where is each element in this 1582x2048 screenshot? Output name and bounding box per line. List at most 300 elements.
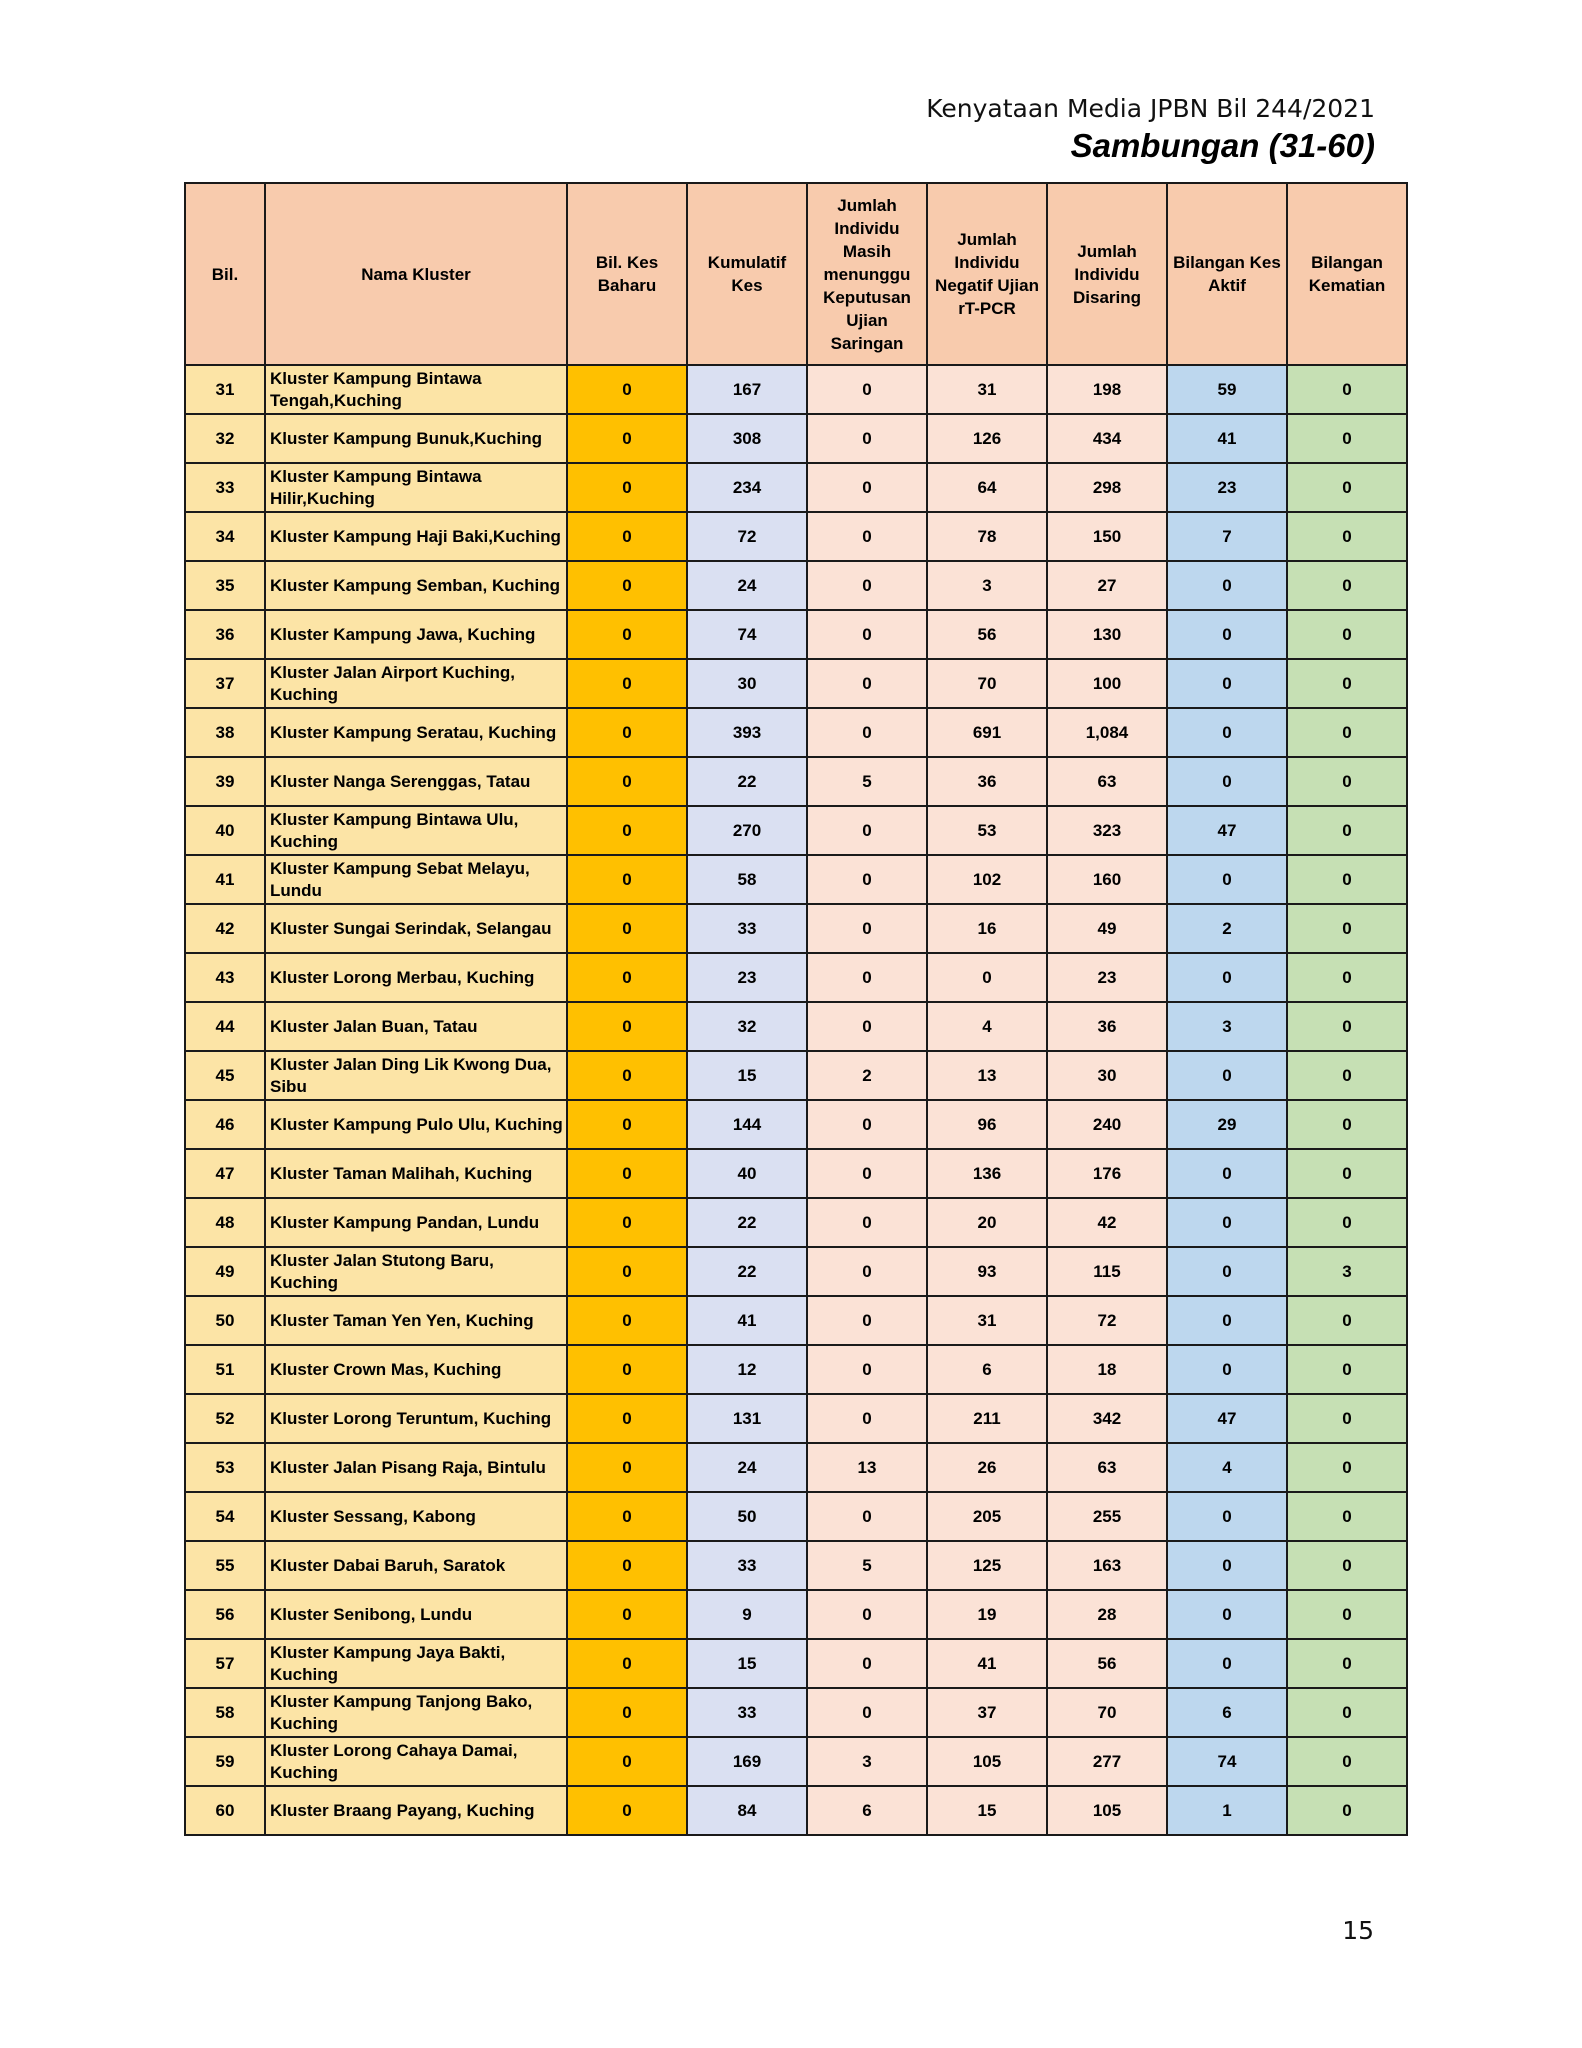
cell-menunggu-keputusan: 0 — [807, 1198, 927, 1247]
cell-bil: 47 — [185, 1149, 265, 1198]
cell-kumulatif-kes: 167 — [687, 365, 807, 414]
cell-kumulatif-kes: 33 — [687, 1541, 807, 1590]
cell-individu-disaring: 63 — [1047, 1443, 1167, 1492]
cell-kes-baharu: 0 — [567, 1590, 687, 1639]
cell-kematian: 0 — [1287, 659, 1407, 708]
cell-kes-aktif: 3 — [1167, 1002, 1287, 1051]
cell-kes-baharu: 0 — [567, 1688, 687, 1737]
cell-cluster-name: Kluster Lorong Merbau, Kuching — [265, 953, 567, 1002]
cell-negatif-rtpcr: 20 — [927, 1198, 1047, 1247]
cell-kematian: 0 — [1287, 561, 1407, 610]
cell-bil: 53 — [185, 1443, 265, 1492]
cell-cluster-name: Kluster Jalan Buan, Tatau — [265, 1002, 567, 1051]
cell-negatif-rtpcr: 26 — [927, 1443, 1047, 1492]
cell-individu-disaring: 70 — [1047, 1688, 1167, 1737]
table-row — [185, 1296, 1407, 1345]
cell-kematian: 0 — [1287, 1394, 1407, 1443]
cell-bil: 50 — [185, 1296, 265, 1345]
cell-kes-baharu: 0 — [567, 1737, 687, 1786]
cell-kes-aktif: 2 — [1167, 904, 1287, 953]
cell-menunggu-keputusan: 0 — [807, 1688, 927, 1737]
cell-kes-aktif: 0 — [1167, 1492, 1287, 1541]
cell-cluster-name: Kluster Kampung Semban, Kuching — [265, 561, 567, 610]
cell-individu-disaring: 115 — [1047, 1247, 1167, 1296]
cell-kes-baharu: 0 — [567, 708, 687, 757]
cell-kumulatif-kes: 32 — [687, 1002, 807, 1051]
cell-kes-aktif: 7 — [1167, 512, 1287, 561]
cell-negatif-rtpcr: 78 — [927, 512, 1047, 561]
cell-menunggu-keputusan: 0 — [807, 953, 927, 1002]
cell-cluster-name: Kluster Sessang, Kabong — [265, 1492, 567, 1541]
cell-kes-aktif: 0 — [1167, 708, 1287, 757]
cell-kes-baharu: 0 — [567, 1051, 687, 1100]
cell-kematian: 0 — [1287, 1590, 1407, 1639]
cell-kes-baharu: 0 — [567, 953, 687, 1002]
cell-bil: 40 — [185, 806, 265, 855]
cell-menunggu-keputusan: 0 — [807, 463, 927, 512]
cell-bil: 39 — [185, 757, 265, 806]
cell-individu-disaring: 49 — [1047, 904, 1167, 953]
cell-cluster-name: Kluster Lorong Teruntum, Kuching — [265, 1394, 567, 1443]
cell-kematian: 0 — [1287, 1296, 1407, 1345]
cell-bil: 52 — [185, 1394, 265, 1443]
cell-negatif-rtpcr: 64 — [927, 463, 1047, 512]
cell-cluster-name: Kluster Jalan Ding Lik Kwong Dua, Sibu — [265, 1051, 567, 1100]
cell-kematian: 0 — [1287, 1100, 1407, 1149]
cell-kes-aktif: 0 — [1167, 855, 1287, 904]
cell-kes-aktif: 0 — [1167, 1296, 1287, 1345]
cell-kematian: 0 — [1287, 757, 1407, 806]
cell-kes-aktif: 6 — [1167, 1688, 1287, 1737]
table-header-row — [185, 183, 1407, 365]
cell-bil: 41 — [185, 855, 265, 904]
table-row — [185, 1198, 1407, 1247]
table-row — [185, 757, 1407, 806]
cell-kumulatif-kes: 131 — [687, 1394, 807, 1443]
cell-cluster-name: Kluster Braang Payang, Kuching — [265, 1786, 567, 1835]
cell-cluster-name: Kluster Jalan Pisang Raja, Bintulu — [265, 1443, 567, 1492]
table-row — [185, 1051, 1407, 1100]
cell-kumulatif-kes: 41 — [687, 1296, 807, 1345]
cell-kes-aktif: 47 — [1167, 1394, 1287, 1443]
cell-kumulatif-kes: 308 — [687, 414, 807, 463]
cell-negatif-rtpcr: 93 — [927, 1247, 1047, 1296]
cell-kumulatif-kes: 15 — [687, 1051, 807, 1100]
cell-cluster-name: Kluster Nanga Serenggas, Tatau — [265, 757, 567, 806]
cell-individu-disaring: 105 — [1047, 1786, 1167, 1835]
cell-individu-disaring: 36 — [1047, 1002, 1167, 1051]
cell-menunggu-keputusan: 0 — [807, 1345, 927, 1394]
table-row — [185, 1100, 1407, 1149]
column-header-negatif-rtpcr: Jumlah Individu Negatif Ujian rT-PCR — [927, 183, 1047, 365]
cell-menunggu-keputusan: 0 — [807, 806, 927, 855]
cell-cluster-name: Kluster Crown Mas, Kuching — [265, 1345, 567, 1394]
table-row — [185, 365, 1407, 414]
cell-cluster-name: Kluster Jalan Stutong Baru, Kuching — [265, 1247, 567, 1296]
cell-negatif-rtpcr: 211 — [927, 1394, 1047, 1443]
cell-bil: 35 — [185, 561, 265, 610]
cell-kumulatif-kes: 24 — [687, 561, 807, 610]
cell-negatif-rtpcr: 70 — [927, 659, 1047, 708]
document-reference: Kenyataan Media JPBN Bil 244/2021 — [926, 94, 1375, 123]
cell-menunggu-keputusan: 0 — [807, 610, 927, 659]
cell-kes-aktif: 47 — [1167, 806, 1287, 855]
cell-kes-aktif: 4 — [1167, 1443, 1287, 1492]
cell-individu-disaring: 176 — [1047, 1149, 1167, 1198]
cell-menunggu-keputusan: 0 — [807, 414, 927, 463]
cell-cluster-name: Kluster Dabai Baruh, Saratok — [265, 1541, 567, 1590]
table-row — [185, 1688, 1407, 1737]
cell-bil: 54 — [185, 1492, 265, 1541]
cell-negatif-rtpcr: 13 — [927, 1051, 1047, 1100]
cell-kematian: 0 — [1287, 1345, 1407, 1394]
document-subtitle: Sambungan (31-60) — [1070, 127, 1375, 164]
cell-kes-aktif: 0 — [1167, 953, 1287, 1002]
cell-cluster-name: Kluster Kampung Bunuk,Kuching — [265, 414, 567, 463]
cell-kes-baharu: 0 — [567, 1541, 687, 1590]
cell-kes-aktif: 0 — [1167, 1639, 1287, 1688]
cell-kumulatif-kes: 30 — [687, 659, 807, 708]
cell-kematian: 0 — [1287, 1688, 1407, 1737]
cell-negatif-rtpcr: 102 — [927, 855, 1047, 904]
cell-individu-disaring: 18 — [1047, 1345, 1167, 1394]
cell-bil: 46 — [185, 1100, 265, 1149]
column-header-kumulatif-kes: Kumulatif Kes — [687, 183, 807, 365]
cell-individu-disaring: 23 — [1047, 953, 1167, 1002]
cell-negatif-rtpcr: 125 — [927, 1541, 1047, 1590]
cell-menunggu-keputusan: 13 — [807, 1443, 927, 1492]
cell-bil: 38 — [185, 708, 265, 757]
cell-cluster-name: Kluster Taman Malihah, Kuching — [265, 1149, 567, 1198]
cell-kes-baharu: 0 — [567, 512, 687, 561]
cell-negatif-rtpcr: 19 — [927, 1590, 1047, 1639]
cell-individu-disaring: 42 — [1047, 1198, 1167, 1247]
cell-bil: 32 — [185, 414, 265, 463]
cell-kematian: 0 — [1287, 1198, 1407, 1247]
table-row — [185, 414, 1407, 463]
cell-negatif-rtpcr: 31 — [927, 1296, 1047, 1345]
cell-individu-disaring: 130 — [1047, 610, 1167, 659]
cell-negatif-rtpcr: 96 — [927, 1100, 1047, 1149]
cell-bil: 55 — [185, 1541, 265, 1590]
cell-kes-aktif: 0 — [1167, 1590, 1287, 1639]
column-header-menunggu-keputusan: Jumlah Individu Masih menunggu Keputusan Ujian Saringan — [807, 183, 927, 365]
cell-kumulatif-kes: 15 — [687, 1639, 807, 1688]
cell-kematian: 0 — [1287, 1002, 1407, 1051]
cell-cluster-name: Kluster Senibong, Lundu — [265, 1590, 567, 1639]
cell-cluster-name: Kluster Kampung Seratau, Kuching — [265, 708, 567, 757]
cell-kes-baharu: 0 — [567, 463, 687, 512]
cell-kematian: 0 — [1287, 610, 1407, 659]
cell-bil: 57 — [185, 1639, 265, 1688]
cell-kes-baharu: 0 — [567, 806, 687, 855]
cell-kumulatif-kes: 234 — [687, 463, 807, 512]
cell-bil: 51 — [185, 1345, 265, 1394]
cell-individu-disaring: 298 — [1047, 463, 1167, 512]
cell-individu-disaring: 323 — [1047, 806, 1167, 855]
cell-kes-baharu: 0 — [567, 1345, 687, 1394]
cell-kumulatif-kes: 12 — [687, 1345, 807, 1394]
cell-negatif-rtpcr: 53 — [927, 806, 1047, 855]
cell-negatif-rtpcr: 16 — [927, 904, 1047, 953]
cell-negatif-rtpcr: 56 — [927, 610, 1047, 659]
cell-kes-baharu: 0 — [567, 1296, 687, 1345]
cell-kes-baharu: 0 — [567, 1149, 687, 1198]
cell-negatif-rtpcr: 15 — [927, 1786, 1047, 1835]
table-row — [185, 1737, 1407, 1786]
cell-kes-baharu: 0 — [567, 1394, 687, 1443]
cell-individu-disaring: 72 — [1047, 1296, 1167, 1345]
cell-menunggu-keputusan: 0 — [807, 1296, 927, 1345]
table-row — [185, 904, 1407, 953]
cell-menunggu-keputusan: 3 — [807, 1737, 927, 1786]
table-row — [185, 512, 1407, 561]
cell-kes-baharu: 0 — [567, 610, 687, 659]
cell-individu-disaring: 56 — [1047, 1639, 1167, 1688]
cell-negatif-rtpcr: 31 — [927, 365, 1047, 414]
cell-individu-disaring: 160 — [1047, 855, 1167, 904]
cell-negatif-rtpcr: 126 — [927, 414, 1047, 463]
cell-kes-aktif: 0 — [1167, 1149, 1287, 1198]
cell-menunggu-keputusan: 0 — [807, 1639, 927, 1688]
cell-menunggu-keputusan: 0 — [807, 1590, 927, 1639]
cell-cluster-name: Kluster Kampung Tanjong Bako, Kuching — [265, 1688, 567, 1737]
cell-bil: 58 — [185, 1688, 265, 1737]
cell-menunggu-keputusan: 6 — [807, 1786, 927, 1835]
cell-menunggu-keputusan: 2 — [807, 1051, 927, 1100]
cell-kumulatif-kes: 40 — [687, 1149, 807, 1198]
cell-menunggu-keputusan: 0 — [807, 708, 927, 757]
cell-negatif-rtpcr: 6 — [927, 1345, 1047, 1394]
cell-kematian: 0 — [1287, 1639, 1407, 1688]
cell-kes-baharu: 0 — [567, 757, 687, 806]
cell-kematian: 0 — [1287, 904, 1407, 953]
cell-menunggu-keputusan: 0 — [807, 1247, 927, 1296]
cell-kes-baharu: 0 — [567, 1247, 687, 1296]
cell-cluster-name: Kluster Kampung Pandan, Lundu — [265, 1198, 567, 1247]
cell-menunggu-keputusan: 0 — [807, 1492, 927, 1541]
table-row — [185, 708, 1407, 757]
cell-menunggu-keputusan: 0 — [807, 1002, 927, 1051]
table-row — [185, 659, 1407, 708]
cell-kematian: 0 — [1287, 806, 1407, 855]
cell-individu-disaring: 150 — [1047, 512, 1167, 561]
table-row — [185, 561, 1407, 610]
cell-kes-aktif: 1 — [1167, 1786, 1287, 1835]
table-row — [185, 1394, 1407, 1443]
cell-kematian: 0 — [1287, 855, 1407, 904]
cell-menunggu-keputusan: 0 — [807, 512, 927, 561]
cell-cluster-name: Kluster Kampung Bintawa Ulu, Kuching — [265, 806, 567, 855]
cell-bil: 43 — [185, 953, 265, 1002]
table-row — [185, 1786, 1407, 1835]
table-row — [185, 953, 1407, 1002]
cell-negatif-rtpcr: 3 — [927, 561, 1047, 610]
cell-kes-baharu: 0 — [567, 855, 687, 904]
cell-bil: 48 — [185, 1198, 265, 1247]
cell-bil: 33 — [185, 463, 265, 512]
column-header-kes-aktif: Bilangan Kes Aktif — [1167, 183, 1287, 365]
cell-kes-aktif: 29 — [1167, 1100, 1287, 1149]
page-number: 15 — [1342, 1916, 1374, 1945]
cell-menunggu-keputusan: 0 — [807, 904, 927, 953]
table-row — [185, 855, 1407, 904]
table-row — [185, 1149, 1407, 1198]
cell-bil: 56 — [185, 1590, 265, 1639]
cell-individu-disaring: 198 — [1047, 365, 1167, 414]
cell-individu-disaring: 255 — [1047, 1492, 1167, 1541]
cell-kematian: 0 — [1287, 1051, 1407, 1100]
cell-kes-baharu: 0 — [567, 1198, 687, 1247]
cell-menunggu-keputusan: 0 — [807, 855, 927, 904]
cell-kes-aktif: 0 — [1167, 1051, 1287, 1100]
cell-kes-aktif: 0 — [1167, 1541, 1287, 1590]
table-row — [185, 1639, 1407, 1688]
cell-bil: 49 — [185, 1247, 265, 1296]
cell-kes-baharu: 0 — [567, 1443, 687, 1492]
cell-kes-baharu: 0 — [567, 1786, 687, 1835]
table-row — [185, 1002, 1407, 1051]
cell-cluster-name: Kluster Jalan Airport Kuching, Kuching — [265, 659, 567, 708]
cell-kes-aktif: 0 — [1167, 1247, 1287, 1296]
cell-bil: 60 — [185, 1786, 265, 1835]
cluster-table — [184, 182, 1408, 1836]
cell-kes-aktif: 0 — [1167, 561, 1287, 610]
cell-kes-aktif: 23 — [1167, 463, 1287, 512]
cell-bil: 34 — [185, 512, 265, 561]
cell-menunggu-keputusan: 0 — [807, 1394, 927, 1443]
cell-kes-aktif: 59 — [1167, 365, 1287, 414]
cell-kematian: 0 — [1287, 463, 1407, 512]
cell-negatif-rtpcr: 205 — [927, 1492, 1047, 1541]
cell-bil: 59 — [185, 1737, 265, 1786]
cell-kematian: 0 — [1287, 1786, 1407, 1835]
cell-individu-disaring: 277 — [1047, 1737, 1167, 1786]
cell-kumulatif-kes: 169 — [687, 1737, 807, 1786]
column-header-nama-kluster: Nama Kluster — [265, 183, 567, 365]
cell-kumulatif-kes: 24 — [687, 1443, 807, 1492]
cell-menunggu-keputusan: 0 — [807, 1149, 927, 1198]
cell-individu-disaring: 28 — [1047, 1590, 1167, 1639]
cell-menunggu-keputusan: 0 — [807, 561, 927, 610]
cell-individu-disaring: 163 — [1047, 1541, 1167, 1590]
cell-kes-aktif: 74 — [1167, 1737, 1287, 1786]
cell-negatif-rtpcr: 105 — [927, 1737, 1047, 1786]
cell-kematian: 0 — [1287, 1443, 1407, 1492]
cell-kes-baharu: 0 — [567, 1492, 687, 1541]
cell-kumulatif-kes: 9 — [687, 1590, 807, 1639]
cell-cluster-name: Kluster Taman Yen Yen, Kuching — [265, 1296, 567, 1345]
cell-kematian: 0 — [1287, 512, 1407, 561]
cell-kes-baharu: 0 — [567, 1100, 687, 1149]
cell-kematian: 0 — [1287, 1492, 1407, 1541]
cell-kes-baharu: 0 — [567, 904, 687, 953]
cell-negatif-rtpcr: 36 — [927, 757, 1047, 806]
cell-kumulatif-kes: 23 — [687, 953, 807, 1002]
cell-kumulatif-kes: 33 — [687, 904, 807, 953]
cell-negatif-rtpcr: 41 — [927, 1639, 1047, 1688]
column-header-kes-baharu: Bil. Kes Baharu — [567, 183, 687, 365]
cell-kes-baharu: 0 — [567, 659, 687, 708]
cell-kumulatif-kes: 72 — [687, 512, 807, 561]
table-row — [185, 1492, 1407, 1541]
cell-negatif-rtpcr: 37 — [927, 1688, 1047, 1737]
table-row — [185, 1247, 1407, 1296]
cell-kumulatif-kes: 74 — [687, 610, 807, 659]
cell-kes-aktif: 0 — [1167, 1345, 1287, 1394]
cell-individu-disaring: 63 — [1047, 757, 1167, 806]
cell-negatif-rtpcr: 691 — [927, 708, 1047, 757]
column-header-bil: Bil. — [185, 183, 265, 365]
cell-kumulatif-kes: 22 — [687, 1198, 807, 1247]
cell-individu-disaring: 342 — [1047, 1394, 1167, 1443]
cell-kumulatif-kes: 50 — [687, 1492, 807, 1541]
table-row — [185, 1345, 1407, 1394]
cell-menunggu-keputusan: 0 — [807, 1100, 927, 1149]
table-row — [185, 1541, 1407, 1590]
cell-bil: 31 — [185, 365, 265, 414]
cell-kumulatif-kes: 393 — [687, 708, 807, 757]
cell-cluster-name: Kluster Kampung Bintawa Tengah,Kuching — [265, 365, 567, 414]
cell-cluster-name: Kluster Kampung Jaya Bakti, Kuching — [265, 1639, 567, 1688]
cell-kematian: 3 — [1287, 1247, 1407, 1296]
cell-kes-aktif: 0 — [1167, 757, 1287, 806]
cell-kumulatif-kes: 33 — [687, 1688, 807, 1737]
cell-bil: 45 — [185, 1051, 265, 1100]
cell-kematian: 0 — [1287, 953, 1407, 1002]
column-header-individu-disaring: Jumlah Individu Disaring — [1047, 183, 1167, 365]
cell-kes-baharu: 0 — [567, 1002, 687, 1051]
cell-menunggu-keputusan: 0 — [807, 659, 927, 708]
cell-kes-baharu: 0 — [567, 561, 687, 610]
cell-negatif-rtpcr: 136 — [927, 1149, 1047, 1198]
cell-kes-baharu: 0 — [567, 1639, 687, 1688]
table-row — [185, 610, 1407, 659]
cell-kumulatif-kes: 58 — [687, 855, 807, 904]
cell-bil: 37 — [185, 659, 265, 708]
cell-kes-aktif: 0 — [1167, 1198, 1287, 1247]
cell-kumulatif-kes: 84 — [687, 1786, 807, 1835]
cell-cluster-name: Kluster Kampung Sebat Melayu, Lundu — [265, 855, 567, 904]
cell-cluster-name: Kluster Kampung Jawa, Kuching — [265, 610, 567, 659]
cell-individu-disaring: 100 — [1047, 659, 1167, 708]
cell-negatif-rtpcr: 4 — [927, 1002, 1047, 1051]
cell-kumulatif-kes: 22 — [687, 757, 807, 806]
cell-cluster-name: Kluster Kampung Bintawa Hilir,Kuching — [265, 463, 567, 512]
table-row — [185, 806, 1407, 855]
cell-kematian: 0 — [1287, 365, 1407, 414]
cell-kes-aktif: 41 — [1167, 414, 1287, 463]
cell-menunggu-keputusan: 5 — [807, 1541, 927, 1590]
cell-kes-aktif: 0 — [1167, 659, 1287, 708]
cell-kumulatif-kes: 270 — [687, 806, 807, 855]
table-row — [185, 1443, 1407, 1492]
cell-bil: 42 — [185, 904, 265, 953]
cell-kes-baharu: 0 — [567, 365, 687, 414]
cluster-table-body — [185, 365, 1407, 1835]
cell-individu-disaring: 1,084 — [1047, 708, 1167, 757]
cell-kematian: 0 — [1287, 1149, 1407, 1198]
cell-individu-disaring: 240 — [1047, 1100, 1167, 1149]
cell-individu-disaring: 27 — [1047, 561, 1167, 610]
cell-individu-disaring: 30 — [1047, 1051, 1167, 1100]
cell-menunggu-keputusan: 0 — [807, 365, 927, 414]
cell-cluster-name: Kluster Lorong Cahaya Damai, Kuching — [265, 1737, 567, 1786]
cell-kematian: 0 — [1287, 1541, 1407, 1590]
cell-bil: 36 — [185, 610, 265, 659]
cell-kes-baharu: 0 — [567, 414, 687, 463]
cell-kumulatif-kes: 22 — [687, 1247, 807, 1296]
